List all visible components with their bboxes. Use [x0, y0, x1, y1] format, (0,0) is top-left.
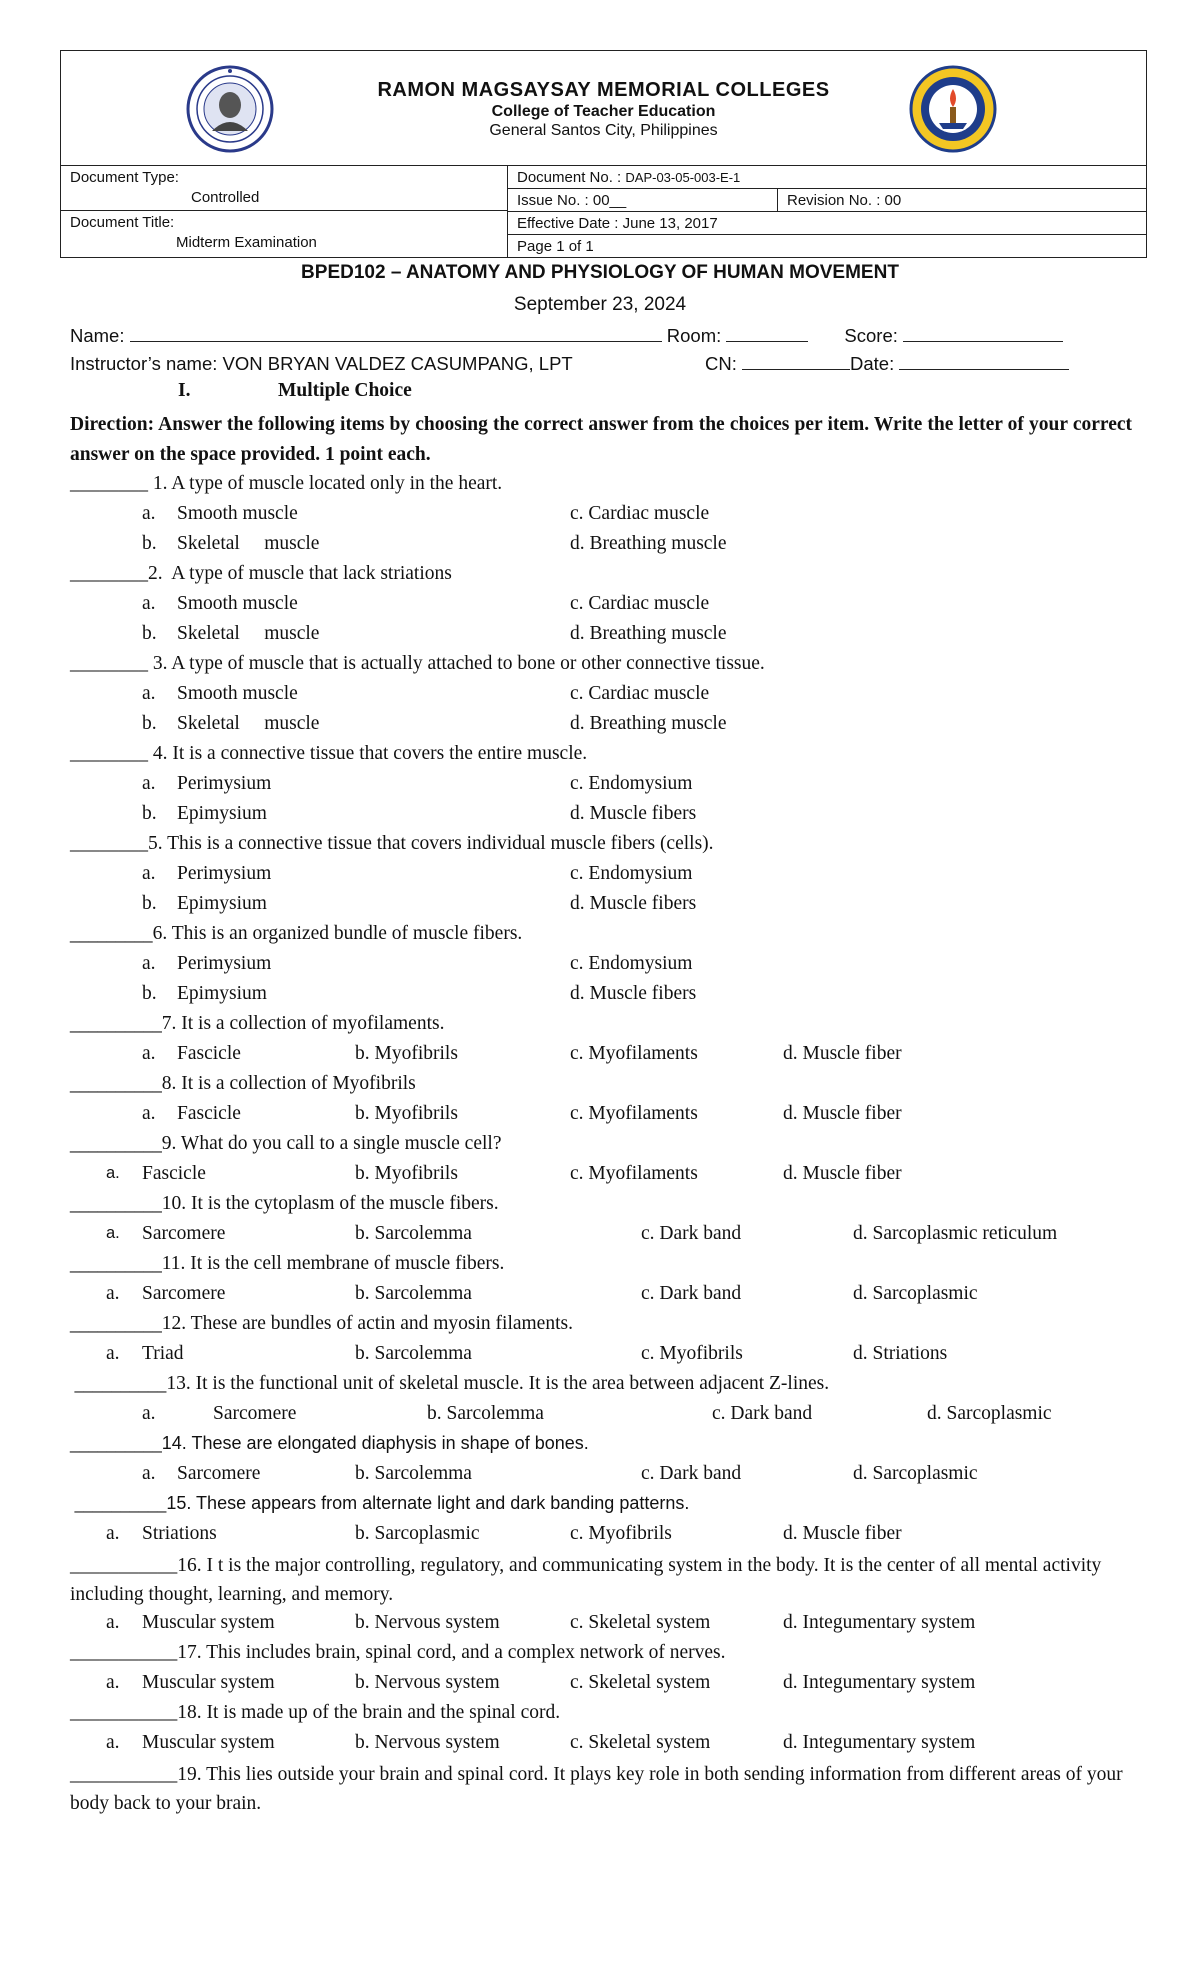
score-field[interactable]	[903, 325, 1063, 342]
option-b: b. Sarcoplasmic	[355, 1523, 480, 1544]
section-number: I.	[178, 380, 191, 401]
option-letter: b.	[142, 803, 157, 824]
option-c: c. Cardiac muscle	[570, 683, 710, 704]
question-text: 11. It is the cell membrane of muscle fibers.	[161, 1253, 505, 1274]
question-13	[70, 1373, 829, 1395]
option-c: c. Myofilaments	[570, 1163, 698, 1184]
option-letter: a.	[106, 1164, 120, 1182]
option-c: c. Skeletal system	[570, 1732, 711, 1753]
answer-blank[interactable]: ________	[70, 833, 148, 854]
question-3	[70, 653, 765, 675]
question-text: 13. It is the functional unit of skeletal muscle. It is the area between adjacent Z-lines.	[166, 1373, 830, 1394]
option-d: d. Sarcoplasmic	[853, 1463, 978, 1484]
option-d: d. Striations	[853, 1343, 948, 1364]
option-a: Fascicle	[142, 1163, 206, 1184]
option-letter: a.	[106, 1523, 120, 1544]
option-letter: a.	[142, 1103, 156, 1124]
option-letter: a.	[106, 1612, 120, 1633]
option-c: c. Dark band	[641, 1463, 742, 1484]
option-c: c. Myofibrils	[641, 1343, 743, 1364]
option-d: d. Muscle fiber	[783, 1103, 902, 1124]
option-b: Epimysium	[177, 893, 267, 914]
answer-blank[interactable]: ________	[70, 653, 153, 674]
question-7	[70, 1013, 444, 1035]
answer-blank[interactable]: __________	[70, 1315, 162, 1333]
doc-no-label: Document No. :	[517, 168, 622, 186]
option-d: d. Sarcoplasmic reticulum	[853, 1223, 1058, 1244]
cn-date-line	[705, 353, 1069, 375]
option-a: Fascicle	[177, 1103, 241, 1124]
option-c: c. Skeletal system	[570, 1612, 711, 1633]
answer-blank[interactable]: ________	[70, 563, 148, 584]
option-letter: a.	[106, 1224, 120, 1242]
option-letter: a.	[142, 863, 156, 884]
option-b: Epimysium	[177, 803, 267, 824]
answer-blank[interactable]: __________	[70, 1075, 162, 1093]
cn-field[interactable]	[742, 353, 850, 370]
option-letter: a.	[142, 953, 156, 974]
cn-label: CN:	[705, 353, 737, 374]
option-letter: a.	[142, 683, 156, 704]
option-letter: b.	[142, 623, 157, 644]
question-text: 12. These are bundles of actin and myosin filaments.	[161, 1313, 573, 1334]
option-b: b. Sarcolemma	[355, 1463, 472, 1484]
answer-blank[interactable]: ________	[70, 743, 153, 764]
question-text: 1. A type of muscle located only in the heart.	[152, 473, 503, 494]
doc-type-label: Document Type:	[70, 169, 179, 186]
question-text: 5. This is a connective tissue that covers individual muscle fibers (cells).	[148, 833, 714, 854]
option-d: d. Integumentary system	[783, 1732, 976, 1753]
room-field[interactable]	[726, 325, 808, 342]
option-a: Smooth muscle	[177, 683, 298, 704]
question-text: 14. These are elongated diaphysis in shape of bones.	[161, 1433, 589, 1453]
option-b: b. Myofibrils	[355, 1103, 458, 1124]
option-b: Skeletal muscle	[177, 713, 320, 734]
question-text: 18. It is made up of the brain and the spinal cord.	[177, 1702, 561, 1723]
option-c: c. Dark band	[641, 1223, 742, 1244]
answer-blank[interactable]: ___________	[70, 1702, 178, 1723]
date-label: Date:	[850, 353, 895, 374]
question-text: 4. It is a connective tissue that covers the entire muscle.	[152, 743, 588, 764]
answer-blank[interactable]: __________	[70, 1255, 162, 1273]
room-label: Room:	[666, 325, 722, 346]
question-text: 19. This lies outside your brain and spinal cord. It plays key role in both sending information from different areas of your body back to your brain.	[70, 1764, 1123, 1814]
question-text: 9. What do you call to a single muscle cell?	[161, 1133, 502, 1154]
option-b: Skeletal muscle	[177, 533, 320, 554]
answer-blank[interactable]: ___________	[70, 1764, 178, 1785]
option-letter: a.	[142, 503, 156, 524]
doc-title-label: Document Title:	[70, 214, 175, 231]
option-c: c. Skeletal system	[570, 1672, 711, 1693]
issue-revision-row	[508, 189, 1146, 212]
question-11	[70, 1253, 504, 1275]
option-d: d. Integumentary system	[783, 1672, 976, 1693]
question-text: 2. A type of muscle that lack striations	[148, 563, 452, 584]
option-d: d. Muscle fibers	[570, 983, 697, 1004]
answer-blank[interactable]: ________	[70, 473, 153, 494]
question-text: 15. These appears from alternate light and dark banding patterns.	[166, 1493, 690, 1513]
question-text: 8. It is a collection of Myofibrils	[161, 1073, 416, 1094]
option-b: Epimysium	[177, 983, 267, 1004]
document-meta-table	[61, 166, 1146, 257]
directions: Direction: Answer the following items by choosing the correct answer from the choices per item. Write the letter of your correct answer on the space provided. 1 point each.	[70, 414, 1132, 465]
option-d: d. Muscle fiber	[783, 1163, 902, 1184]
option-d: d. Muscle fibers	[570, 803, 697, 824]
option-letter: a.	[142, 1043, 156, 1064]
question-text: 17. This includes brain, spinal cord, and a complex network of nerves.	[177, 1642, 726, 1663]
answer-blank[interactable]: __________	[70, 1435, 162, 1453]
option-b: b. Nervous system	[355, 1612, 500, 1633]
question-2	[70, 563, 452, 585]
doc-no-row	[508, 166, 1146, 189]
question-text: 6. This is an organized bundle of muscle fibers.	[152, 923, 523, 944]
option-a: Perimysium	[177, 773, 272, 794]
option-b: b. Myofibrils	[355, 1043, 458, 1064]
option-letter: a.	[106, 1343, 120, 1364]
name-field[interactable]	[130, 325, 662, 342]
option-a: Triad	[142, 1343, 184, 1364]
option-b: b. Myofibrils	[355, 1163, 458, 1184]
option-letter: a.	[106, 1672, 120, 1693]
option-c: c. Myofilaments	[570, 1043, 698, 1064]
option-d: d. Sarcoplasmic	[927, 1403, 1052, 1424]
option-d: d. Breathing muscle	[570, 713, 727, 734]
option-c: c. Cardiac muscle	[570, 593, 710, 614]
question-4	[70, 743, 587, 765]
score-label: Score:	[844, 325, 898, 346]
answer-blank[interactable]: __________	[70, 1135, 162, 1153]
option-letter: a.	[142, 773, 156, 794]
option-a: Perimysium	[177, 953, 272, 974]
option-a: Smooth muscle	[177, 593, 298, 614]
question-5	[70, 833, 714, 855]
option-b: b. Nervous system	[355, 1672, 500, 1693]
instructor-name: Instructor’s name: VON BRYAN VALDEZ CASUMPANG, LPT	[70, 353, 573, 374]
doc-type-row	[61, 166, 507, 211]
option-a: Sarcomere	[213, 1403, 297, 1424]
question-text: 16. I t is the major controlling, regulatory, and communicating system in the body. It is the center of all mental activity including thought, learning, and memory.	[70, 1555, 1102, 1605]
answer-blank[interactable]: __________	[70, 1015, 162, 1033]
question-19	[70, 1760, 1132, 1818]
option-c: c. Cardiac muscle	[570, 503, 710, 524]
option-c: c. Myofilaments	[570, 1103, 698, 1124]
question-16	[70, 1551, 1135, 1609]
option-d: d. Muscle fiber	[783, 1523, 902, 1544]
option-letter: b.	[142, 533, 157, 554]
option-b: b. Sarcolemma	[355, 1283, 472, 1304]
college-name: College of Teacher Education	[491, 103, 716, 120]
answer-blank[interactable]: ___________	[70, 1642, 178, 1663]
answer-blank[interactable]: _________	[70, 925, 153, 943]
doc-title-row	[61, 211, 507, 255]
option-a: Sarcomere	[142, 1283, 226, 1304]
option-b: b. Nervous system	[355, 1732, 500, 1753]
option-letter: b.	[142, 893, 157, 914]
doc-type-value: Controlled	[191, 189, 260, 206]
option-a: Sarcomere	[177, 1463, 261, 1484]
option-c: c. Endomysium	[570, 863, 693, 884]
revision-no: Revision No. : 00	[787, 191, 902, 209]
student-info-line	[70, 325, 1063, 347]
meta-left-column	[61, 166, 508, 257]
option-d: d. Sarcoplasmic	[853, 1283, 978, 1304]
option-c: c. Dark band	[641, 1283, 742, 1304]
name-label: Name:	[70, 325, 125, 346]
answer-blank[interactable]: ___________	[70, 1555, 178, 1576]
option-a: Striations	[142, 1523, 217, 1544]
section-heading	[178, 380, 412, 402]
question-6	[70, 923, 522, 945]
question-15	[70, 1493, 689, 1515]
option-d: d. Integumentary system	[783, 1612, 976, 1633]
question-text: 3. A type of muscle that is actually attached to bone or other connective tissue.	[152, 653, 765, 674]
section-title: Multiple Choice	[278, 380, 412, 401]
option-letter: a.	[142, 593, 156, 614]
question-text: 10. It is the cytoplasm of the muscle fibers.	[161, 1193, 499, 1214]
issue-no: Issue No. : 00__	[508, 189, 778, 211]
option-a: Perimysium	[177, 863, 272, 884]
option-b: b. Sarcolemma	[355, 1343, 472, 1364]
effective-date: Effective Date : June 13, 2017	[508, 212, 1146, 235]
question-text: 7. It is a collection of myofilaments.	[161, 1013, 445, 1034]
document-header	[60, 50, 1147, 258]
option-a: Sarcomere	[142, 1223, 226, 1244]
question-1	[70, 473, 502, 495]
option-b: Skeletal muscle	[177, 623, 320, 644]
question-14	[70, 1433, 589, 1455]
question-9	[70, 1133, 501, 1155]
doc-title-value: Midterm Examination	[176, 234, 317, 251]
question-8	[70, 1073, 416, 1095]
answer-blank[interactable]: __________	[70, 1375, 167, 1393]
option-letter: a.	[106, 1732, 120, 1753]
meta-right-column	[508, 166, 1146, 257]
date-field[interactable]	[899, 353, 1069, 370]
option-c: c. Endomysium	[570, 953, 693, 974]
option-c: c. Dark band	[712, 1403, 813, 1424]
option-d: d. Muscle fibers	[570, 893, 697, 914]
cte-seal-logo	[909, 65, 997, 153]
option-a: Smooth muscle	[177, 503, 298, 524]
option-c: c. Myofibrils	[570, 1523, 672, 1544]
option-b: b. Sarcolemma	[427, 1403, 544, 1424]
instructor-line	[70, 353, 573, 375]
option-d: d. Muscle fiber	[783, 1043, 902, 1064]
option-letter: a.	[106, 1283, 120, 1304]
course-title: BPED102 – ANATOMY AND PHYSIOLOGY OF HUMAN MOVEMENT	[301, 262, 899, 283]
question-10	[70, 1193, 499, 1215]
answer-blank[interactable]: __________	[70, 1495, 167, 1513]
question-18	[70, 1702, 560, 1724]
option-letter: b.	[142, 983, 157, 1004]
option-a: Muscular system	[142, 1612, 275, 1633]
exam-date: September 23, 2024	[513, 294, 687, 315]
page-count: Page 1 of 1	[517, 237, 594, 255]
option-letter: a.	[142, 1403, 156, 1424]
institution-banner	[61, 51, 1146, 166]
doc-no-value: DAP-03-05-003-E-1	[625, 169, 741, 185]
school-location: General Santos City, Philippines	[489, 122, 718, 139]
option-letter: a.	[142, 1463, 156, 1484]
option-c: c. Endomysium	[570, 773, 693, 794]
question-17	[70, 1642, 725, 1664]
option-b: b. Sarcolemma	[355, 1223, 472, 1244]
option-a: Muscular system	[142, 1732, 275, 1753]
option-d: d. Breathing muscle	[570, 533, 727, 554]
answer-blank[interactable]: __________	[70, 1195, 162, 1213]
school-name: RAMON MAGSAYSAY MEMORIAL COLLEGES	[377, 79, 830, 101]
option-d: d. Breathing muscle	[570, 623, 727, 644]
option-a: Muscular system	[142, 1672, 275, 1693]
option-a: Fascicle	[177, 1043, 241, 1064]
option-letter: b.	[142, 713, 157, 734]
question-12	[70, 1313, 573, 1335]
